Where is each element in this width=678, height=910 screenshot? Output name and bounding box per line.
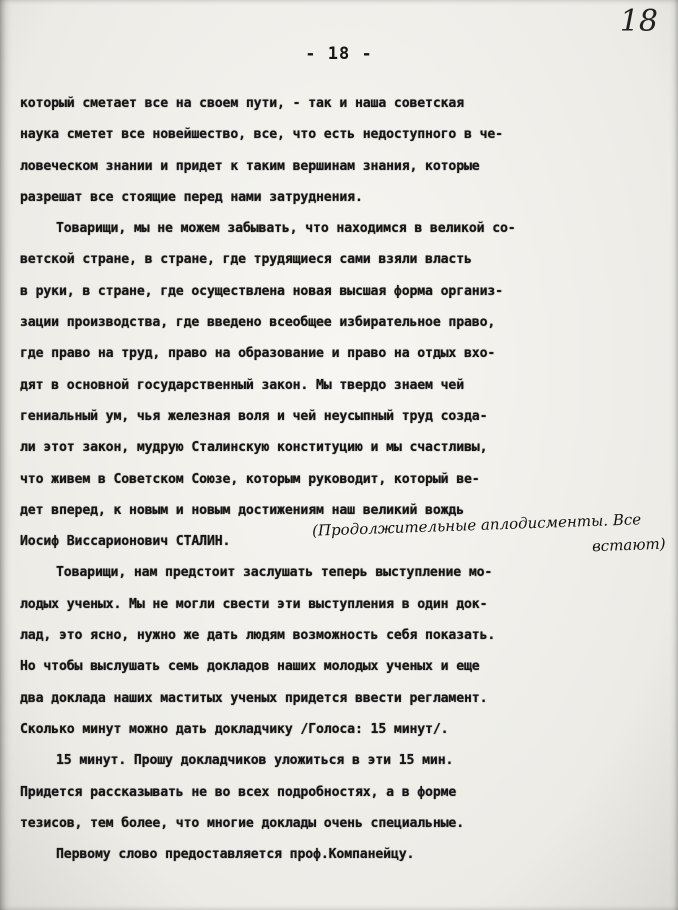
- text-line: Первому слово предоставляется проф.Компанейцу.: [56, 847, 415, 863]
- text-line: зации производства, где введено всеобщее избирательное право,: [20, 315, 496, 331]
- document-body: [20, 88, 660, 870]
- text-line: Но чтобы выслушать семь докладов наших молодых ученых и еще: [20, 659, 480, 675]
- text-line: где право на труд, право на образование и право на отдых вхо-: [20, 346, 496, 362]
- text-line: лад, это ясно, нужно же дать людям возможность себя показать.: [20, 628, 496, 644]
- text-line: два доклада наших маститых ученых придется ввести регламент.: [20, 690, 488, 706]
- page-number: - 18 -: [305, 44, 373, 64]
- text-line: дят в основной государственный закон. Мы твердо знаем чей: [20, 377, 465, 393]
- text-line: ветской стране, в стране, где трудящиеся сами взяли власть: [20, 252, 472, 268]
- text-line: Товарищи, нам предстоит заслушать теперь выступление мо-: [56, 565, 493, 581]
- text-line: в руки, в стране, где осуществлена новая высшая форма организ-: [20, 283, 503, 299]
- text-line: разрешат все стоящие перед нами затруднения.: [20, 189, 363, 205]
- text-line: Товарищи, мы не можем забывать, что находимся в великой со-: [56, 221, 516, 237]
- text-line: Сколько минут можно дать докладчику /Голоса: 15 минут/.: [20, 721, 449, 737]
- text-line: ловеческом знании и придет к таким вершинам знания, которые: [20, 158, 480, 174]
- text-line: дет вперед, к новым и новым достижениям наш великий вождь: [20, 502, 465, 518]
- text-line: тезисов, тем более, что многие доклады очень специальные.: [20, 815, 465, 831]
- text-line: 15 минут. Прошу докладчиков уложиться в эти 15 мин.: [56, 753, 454, 769]
- handwritten-note-continued: встают): [591, 534, 666, 556]
- text-line: наука сметет все новейшество, все, что есть недоступного в че-: [20, 127, 503, 143]
- text-line: Иосиф Виссарионович СТАЛИН.: [20, 534, 231, 550]
- text-line: ли этот закон, мудрую Сталинскую конституцию и мы счастливы,: [20, 440, 488, 456]
- text-line: лодых ученых. Мы не могли свести эти выступления в один док-: [20, 596, 488, 612]
- text-line: Придется рассказывать не во всех подробностях, а в форме: [20, 784, 457, 800]
- text-line: который сметает все на своем пути, - так и наша советская: [20, 96, 465, 111]
- text-line: что живем в Советском Союзе, которым руководит, который ве-: [20, 471, 480, 487]
- text-line: гениальный ум, чья железная воля и чей неусыпный труд созда-: [20, 408, 488, 424]
- archive-page-number: 18: [619, 4, 658, 39]
- handwritten-note: (Продолжительные аплодисменты. Все: [311, 510, 642, 540]
